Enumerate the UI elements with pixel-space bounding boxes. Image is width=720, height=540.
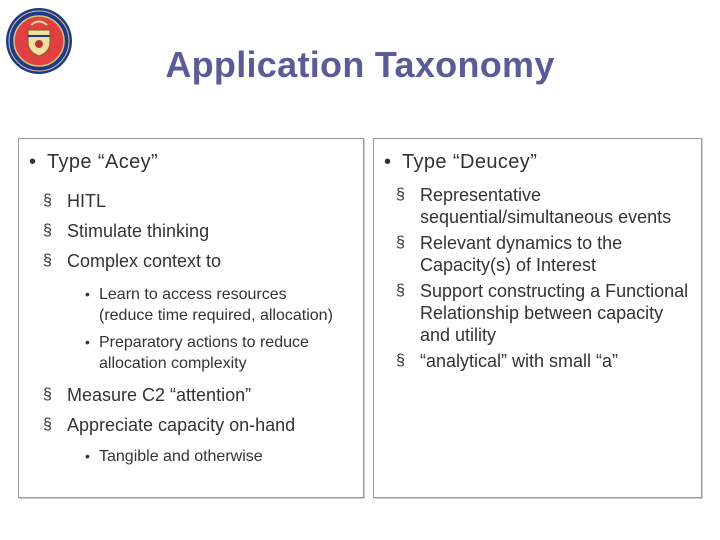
sub-bullet-item: • Preparatory actions to reduce allocation complexity	[19, 332, 363, 374]
bullet-item: § Complex context to	[19, 250, 363, 272]
bullet-item: § Relevant dynamics to the Capacity(s) of Interest	[374, 232, 701, 276]
bullet-item: § Appreciate capacity on-hand	[19, 414, 363, 436]
bullet-item: § Representative sequential/simultaneous events	[374, 184, 701, 228]
army-seal-logo	[4, 6, 74, 76]
sub-bullet-item: • Tangible and otherwise	[19, 446, 363, 467]
right-column-heading: • Type “Deucey”	[374, 151, 701, 174]
left-column-panel	[18, 138, 364, 498]
slide-title: Application Taxonomy	[165, 44, 555, 85]
bullet-item: § “analytical” with small “a”	[374, 350, 701, 372]
bullet-item: § HITL	[19, 190, 363, 212]
bullet-item: § Measure C2 “attention”	[19, 384, 363, 406]
bullet-item: § Support constructing a Functional Relationship between capacity and utility	[374, 280, 701, 346]
left-column-heading: • Type “Acey”	[19, 151, 363, 174]
bullet-item: § Stimulate thinking	[19, 220, 363, 242]
right-column-panel	[373, 138, 702, 498]
sub-bullet-item: • Learn to access resources (reduce time required, allocation)	[19, 284, 363, 326]
